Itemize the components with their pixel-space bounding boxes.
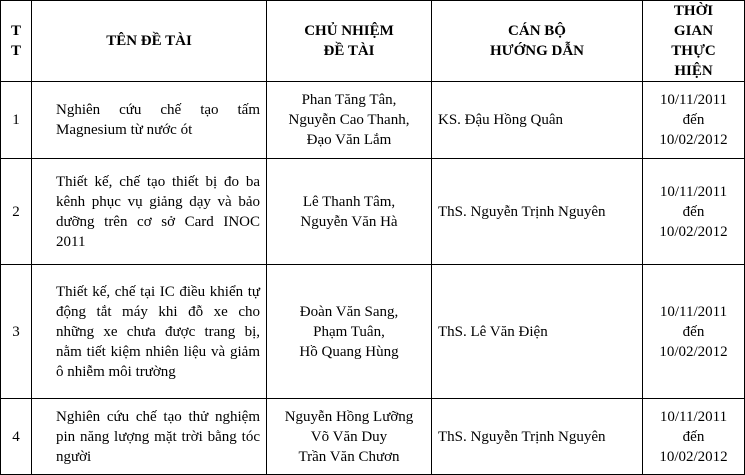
row-number: 3: [1, 265, 32, 399]
leader-cell: Đoàn Văn Sang, Phạm Tuân, Hồ Quang Hùng: [267, 265, 432, 399]
header-row: [1, 1, 745, 82]
time-cell: 10/11/2011 đến 10/02/2012: [643, 399, 745, 475]
advisor-cell: KS. Đậu Hồng Quân: [432, 82, 643, 159]
leader-cell: Nguyễn Hồng Lưỡng Võ Văn Duy Trần Văn Chươn: [267, 399, 432, 475]
topic-cell: Thiết kế, chế tạo thiết bị đo ba kênh phục vụ giảng dạy và bảo dưỡng trên cơ sở Card INOC 2011: [32, 159, 267, 265]
advisor-cell: ThS. Nguyễn Trịnh Nguyên: [432, 159, 643, 265]
header-tt: T T: [1, 1, 32, 82]
topic-cell: Nghiên cứu chế tạo tấm Magnesium từ nước ót: [32, 82, 267, 159]
row-number: 1: [1, 82, 32, 159]
row-number: 4: [1, 399, 32, 475]
topic-cell: Thiết kế, chế tại IC điều khiển tự động tắt máy khi đỗ xe cho những xe chưa được trang bị, nằm tiết kiệm nhiên liệu và giảm ô nhiễm môi trường: [32, 265, 267, 399]
table-row: [1, 159, 745, 265]
row-number: 2: [1, 159, 32, 265]
table-row: [1, 82, 745, 159]
header-advisor: CÁN BỘ HƯỚNG DẪN: [432, 1, 643, 82]
leader-cell: Phan Tăng Tân, Nguyễn Cao Thanh, Đạo Văn Lắm: [267, 82, 432, 159]
header-time: THỜI GIAN THỰC HIỆN: [643, 1, 745, 82]
topic-cell: Nghiên cứu chế tạo thử nghiệm pin năng lượng mặt trời bằng tóc người: [32, 399, 267, 475]
header-leader: CHỦ NHIỆM ĐỀ TÀI: [267, 1, 432, 82]
time-cell: 10/11/2011 đến 10/02/2012: [643, 82, 745, 159]
table-row: [1, 265, 745, 399]
header-topic: TÊN ĐỀ TÀI: [32, 1, 267, 82]
table-row: [1, 399, 745, 475]
time-cell: 10/11/2011 đến 10/02/2012: [643, 265, 745, 399]
leader-cell: Lê Thanh Tâm, Nguyễn Văn Hà: [267, 159, 432, 265]
time-cell: 10/11/2011 đến 10/02/2012: [643, 159, 745, 265]
advisor-cell: ThS. Lê Văn Điện: [432, 265, 643, 399]
advisor-cell: ThS. Nguyễn Trịnh Nguyên: [432, 399, 643, 475]
